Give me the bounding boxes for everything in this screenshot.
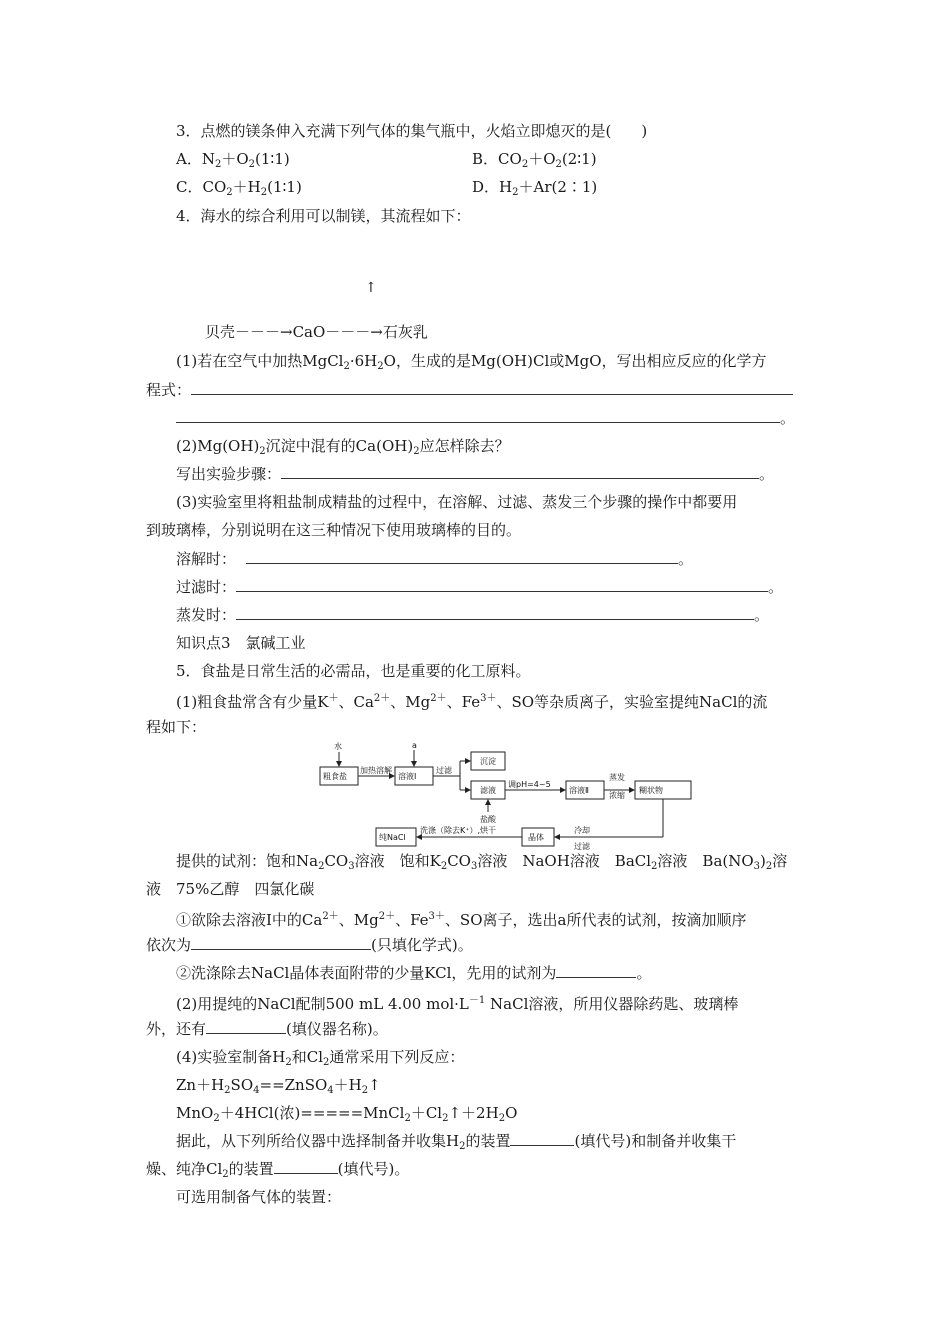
q4-p1-line3: 。 — [176, 408, 795, 428]
fc-reagent-a: a — [412, 741, 417, 750]
fc-filt2: 过滤 — [574, 842, 590, 851]
answer-blank-cl2-device[interactable] — [274, 1159, 338, 1174]
q5-p4-line3: 据此，从下列所给仪器中选择制备并收集$H_2$的装置 (填代号)和制备并收集干 — [176, 1132, 737, 1152]
fc-heat: 加热溶解 — [360, 766, 392, 775]
fc-paste: 糊状物 — [639, 786, 663, 795]
fc-crystal: 晶体 — [528, 833, 544, 842]
q4-p2-line2: 写出实验步骤： 。 — [176, 465, 775, 483]
fc-ppt: 沉淀 — [480, 757, 496, 766]
fc-sol2: 溶液Ⅱ — [569, 786, 589, 795]
q4-p3-line1: (3)实验室里将粗盐制成精盐的过程中，在溶解、过滤、蒸发三个步骤的操作中都要用 — [176, 493, 738, 511]
answer-blank-equation-2[interactable] — [176, 408, 780, 423]
section-heading: 知识点3 氯碱工业 — [176, 634, 306, 652]
q5-c1-line1: ①欲除去溶液Ⅰ中的$Ca^{2+}$、$Mg^{2+}$、$Fe^{3+}$、SO离子，选出a所代表的试剂，按滴加顺序 — [176, 911, 747, 929]
fc-sol1: 溶液Ⅰ — [398, 772, 417, 781]
q3-option-c[interactable]: C．$CO_2+H_2(1∶1)$ — [176, 178, 302, 198]
q5-equation-2: MnO$_2$＋4HCl(浓)$=====MnCl_2+Cl_2↑+2H_2O$ — [176, 1104, 518, 1124]
q5-stem: 5．食盐是日常生活的必需品，也是重要的化工原料。 — [176, 662, 531, 680]
q4-dissolve-line: 溶解时： 。 — [176, 550, 694, 568]
answer-blank-evap[interactable] — [236, 605, 754, 620]
q5-p2-line1: (2)用提纯的NaCl配制500 mL 4.00 $mol\cdot L^{-1}$ NaCl溶液，所用仪器除药匙、玻璃棒 — [176, 995, 739, 1013]
q4-p1-line1: (1)若在空气中加热$MgCl_2\cdot 6H_2O$，生成的是Mg(OH)Cl或MgO，写出相应反应的化学方 — [176, 352, 767, 372]
q3-option-d[interactable]: D．$H_2+Ar(2∶1)$ — [472, 178, 598, 198]
q5-reagents-line1: 提供的试剂：饱和$Na_2CO_3$溶液 饱和$K_2CO_3$溶液 NaOH溶液 BaCl$_2$溶液 $Ba(NO_3)_2$溶 — [176, 852, 788, 872]
answer-blank-filter[interactable] — [236, 577, 768, 592]
q5-p1-line2: 程如下： — [146, 718, 207, 736]
q5-p4-line5: 可选用制备气体的装置： — [176, 1188, 342, 1206]
fc-filtrate: 滤液 — [480, 786, 496, 795]
answer-blank-equation-1[interactable] — [191, 380, 793, 395]
q4-filter-line: 过滤时： 。 — [176, 578, 784, 596]
fc-evap1: 蒸发 — [609, 773, 625, 782]
fc-wash: 洗涤（除去K⁺）,烘干 — [420, 826, 497, 835]
q5-p4-line1: (4)实验室制备$H_2$和$Cl_2$通常采用下列反应： — [176, 1048, 465, 1068]
up-arrow-icon: ↑ — [365, 280, 377, 296]
fc-crude: 粗食盐 — [323, 772, 347, 781]
q4-shell-flow: 贝壳－－－→CaO－－－→石灰乳 — [205, 323, 428, 341]
fc-ph: 调pH=4~5 — [508, 780, 551, 789]
fc-water: 水 — [334, 742, 342, 751]
fc-evap2: 浓缩 — [609, 791, 625, 800]
q5-equation-1: $Zn+H_2SO_4==ZnSO_4+H_2↑$ — [176, 1076, 381, 1096]
q4-stem: 4．海水的综合利用可以制镁，其流程如下： — [176, 207, 471, 225]
answer-blank-dissolve[interactable] — [246, 549, 678, 564]
q4-evap-line: 蒸发时： 。 — [176, 606, 770, 624]
q3-stem: 3．点燃的镁条伸入充满下列气体的集气瓶中，火焰立即熄灭的是( ) — [176, 122, 648, 140]
answer-blank-instrument[interactable] — [206, 1019, 286, 1034]
q5-c1-line2: 依次为 (只填化学式)。 — [146, 936, 473, 954]
q3-option-b[interactable]: B．$CO_2+O_2(2∶1)$ — [472, 150, 597, 170]
fc-cool: 冷却 — [574, 826, 590, 835]
answer-blank-wash-reagent[interactable] — [556, 963, 636, 978]
answer-blank-h2-device[interactable] — [510, 1131, 574, 1146]
q4-p3-line2: 到玻璃棒，分别说明在这三种情况下使用玻璃棒的目的。 — [146, 521, 522, 539]
answer-blank-reagent-order[interactable] — [191, 935, 371, 950]
q3-option-a[interactable]: A．$N_2+O_2(1∶1)$ — [176, 150, 290, 170]
q4-p1-line2: 程式： — [146, 380, 793, 400]
fc-hcl: 盐酸 — [480, 815, 496, 824]
answer-blank-steps[interactable] — [281, 464, 759, 479]
q5-reagents-line2: 液 75%乙醇 四氯化碳 — [146, 880, 315, 898]
q5-p4-line4: 燥、纯净$Cl_2$的装置 (填代号)。 — [146, 1160, 410, 1180]
fc-filter: 过滤 — [436, 766, 452, 775]
q5-p2-line2: 外，还有 (填仪器名称)。 — [146, 1020, 388, 1038]
q4-p2-line1: $(2)Mg(OH)_2$沉淀中混有的$Ca(OH)_2$应怎样除去？ — [176, 437, 510, 457]
fc-pure: 纯NaCl — [379, 833, 406, 842]
q5-p1-line1: (1)粗食盐常含有少量K＋、$Ca^{2+}$、$Mg^{2+}$、$Fe^{3+}$、SO等杂质离子，实验室提纯NaCl的流 — [176, 693, 768, 711]
q5-c2-line: ②洗涤除去NaCl晶体表面附带的少量KCl，先用的试剂为 。 — [176, 964, 652, 982]
purification-flowchart — [312, 740, 712, 852]
